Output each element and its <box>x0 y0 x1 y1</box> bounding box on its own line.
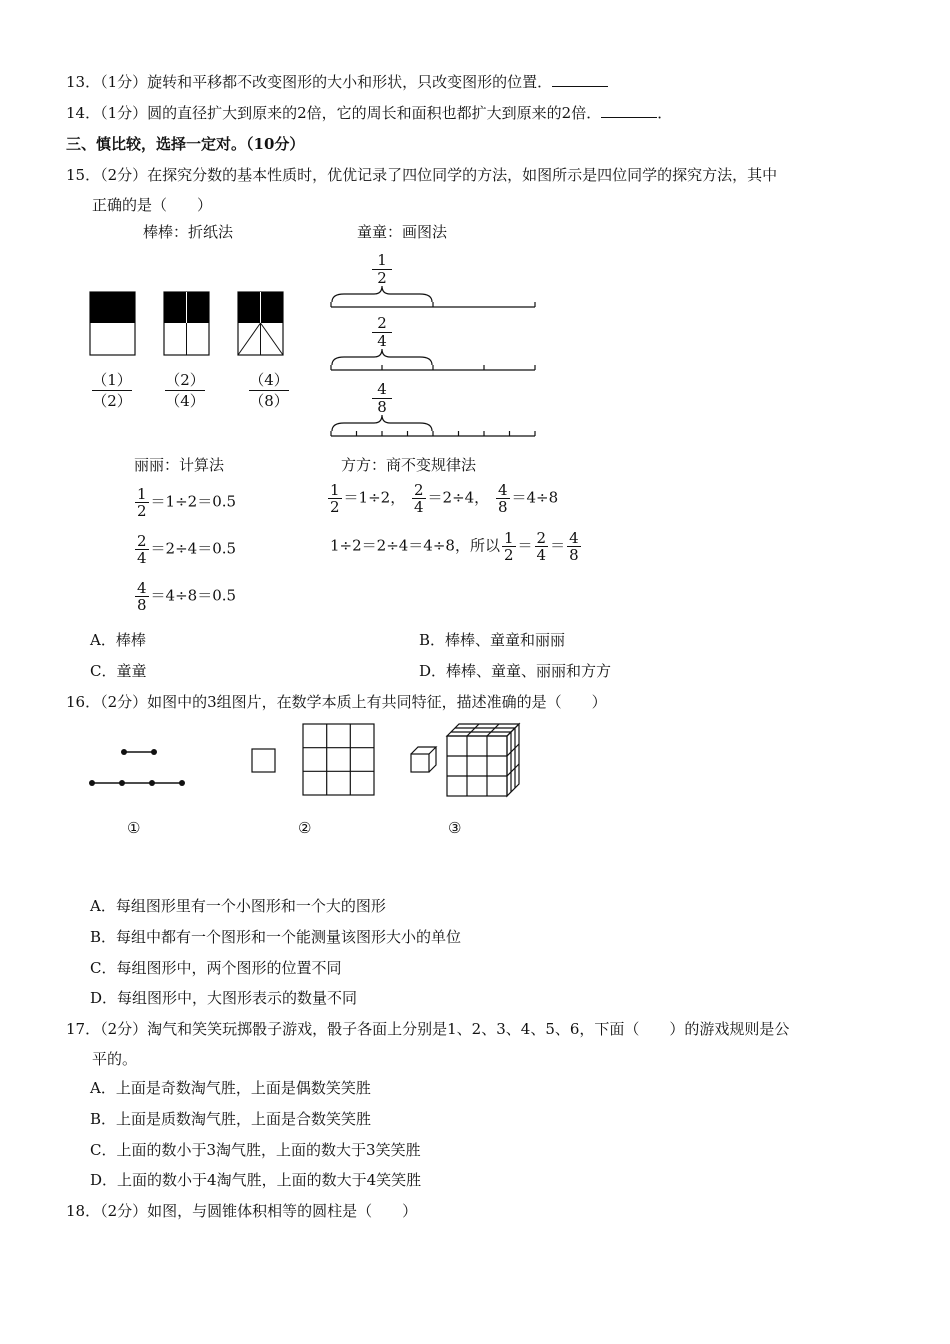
figure-group-1 <box>89 749 185 786</box>
option-b[interactable]: B．上面是质数淘气胜，上面是合数笑笑胜 <box>90 1110 372 1128</box>
folded-paper-2 <box>164 292 209 355</box>
question-score: （2分） <box>100 1202 148 1220</box>
fraction-denominator: 4 <box>137 549 147 567</box>
section-heading: 三、慎比较，选择一定对。（10分） <box>66 135 305 153</box>
question-number: 18． <box>66 1202 101 1220</box>
calculation-text: ＝1÷2＝0.5 <box>150 492 237 511</box>
question-16 <box>66 692 607 712</box>
fraction-numerator: 4 <box>137 579 147 597</box>
calculation-text: 1÷2＝2÷4＝4÷8，所以 <box>330 536 500 555</box>
folded-paper-1 <box>90 292 135 355</box>
fraction-numerator: 2 <box>372 315 392 333</box>
fraction-numerator: 1 <box>137 485 147 503</box>
equals-sign: ＝ <box>517 536 533 555</box>
fraction-numerator: 1 <box>330 481 340 499</box>
question-15-line2: 正确的是（ ） <box>92 196 213 214</box>
paper-fraction-2 <box>165 370 205 411</box>
fangfang-row-2 <box>330 530 583 563</box>
option-b[interactable]: B．每组中都有一个图形和一个能测量该图形大小的单位 <box>90 928 462 946</box>
question-number: 16． <box>66 693 101 711</box>
figure-label-1: ① <box>127 819 141 837</box>
fraction-denominator: 2 <box>330 498 340 516</box>
question-number: 17． <box>66 1020 101 1038</box>
equals-sign: ＝ <box>550 536 566 555</box>
fraction-numerator: 2 <box>137 532 147 550</box>
fraction-denominator: （4） <box>165 392 205 410</box>
folded-paper-3 <box>238 292 283 355</box>
fraction-denominator: 8 <box>569 546 579 564</box>
calculation-text: ＝2÷4， <box>427 488 490 507</box>
lili-row-1 <box>133 486 236 519</box>
fraction-numerator: （1） <box>92 371 132 389</box>
fraction-numerator: 2 <box>413 481 424 499</box>
caption-lili: 丽丽：计算法 <box>134 456 225 474</box>
question-13 <box>66 72 608 92</box>
question-15 <box>66 165 777 185</box>
fraction-denominator: （8） <box>249 392 289 410</box>
fraction-numerator: 1 <box>372 252 392 270</box>
question-text: 旋转和平移都不改变图形的大小和形状，只改变图形的位置． <box>147 73 553 91</box>
question-text: 如图中的3组图片，在数学本质上有共同特征，描述准确的是（ ） <box>147 693 607 711</box>
fraction-denominator: 2 <box>503 546 514 564</box>
line-fraction-1 <box>372 252 392 287</box>
unit-figures <box>85 718 535 800</box>
figure-label-3: ③ <box>448 819 462 837</box>
fraction-denominator: 8 <box>137 596 147 614</box>
question-score: （1分） <box>100 73 148 91</box>
calculation-text: ＝2÷4＝0.5 <box>150 539 237 558</box>
line-fraction-2 <box>372 315 392 350</box>
figure-group-2 <box>252 724 374 795</box>
question-number: 14． <box>66 104 101 122</box>
question-number: 15． <box>66 166 101 184</box>
question-score: （1分） <box>100 104 148 122</box>
fraction-numerator: 4 <box>569 529 579 547</box>
figure-group-3 <box>411 724 519 796</box>
option-d[interactable]: D．每组图形中，大图形表示的数量不同 <box>90 989 358 1007</box>
paper-folding-figure <box>86 288 296 360</box>
fraction-numerator: 1 <box>503 529 514 547</box>
fraction-numerator: 2 <box>536 529 547 547</box>
fraction-denominator: （2） <box>92 392 132 410</box>
question-14 <box>66 103 672 123</box>
fangfang-row-1 <box>326 482 558 515</box>
option-b[interactable]: B．棒棒、童童和丽丽 <box>419 631 566 649</box>
option-a[interactable]: A．每组图形里有一个小图形和一个大的图形 <box>90 897 386 915</box>
question-17 <box>66 1019 789 1039</box>
question-score: （2分） <box>100 1020 148 1038</box>
fraction-denominator: 4 <box>536 546 547 564</box>
lili-row-3 <box>133 580 236 613</box>
option-a[interactable]: A．上面是奇数淘气胜，上面是偶数笑笑胜 <box>90 1079 371 1097</box>
fraction-numerator: （2） <box>165 371 205 389</box>
fraction-denominator: 2 <box>137 502 147 520</box>
question-text: 圆的直径扩大到原来的2倍，它的周长和面积也都扩大到原来的2倍． <box>147 104 602 122</box>
calculation-text: ＝1÷2， <box>343 488 406 507</box>
fraction-numerator: 4 <box>372 381 392 399</box>
option-d[interactable]: D．棒棒、童童、丽丽和方方 <box>419 662 612 680</box>
caption-bangbang: 棒棒：折纸法 <box>143 223 234 241</box>
number-line-figure <box>326 250 541 445</box>
fraction-denominator: 8 <box>497 498 508 516</box>
line-fraction-3 <box>372 381 392 416</box>
fraction-denominator: 4 <box>377 332 387 350</box>
fraction-numerator: 4 <box>497 481 508 499</box>
fraction-denominator: 4 <box>413 498 424 516</box>
period: ． <box>657 104 673 122</box>
option-c[interactable]: C．童童 <box>90 662 147 680</box>
question-17-line2: 平的。 <box>92 1050 138 1068</box>
caption-fangfang: 方方：商不变规律法 <box>341 456 477 474</box>
question-score: （2分） <box>100 166 148 184</box>
question-number: 13． <box>66 73 101 91</box>
option-c[interactable]: C．上面的数小于3淘气胜，上面的数大于3笑笑胜 <box>90 1141 421 1159</box>
question-text: 如图，与圆锥体积相等的圆柱是（ ） <box>147 1202 418 1220</box>
option-a[interactable]: A．棒棒 <box>90 631 146 649</box>
paper-fraction-1 <box>92 370 132 411</box>
lili-row-2 <box>133 533 236 566</box>
answer-blank[interactable] <box>601 103 657 118</box>
paper-fraction-3 <box>249 370 289 411</box>
fraction-numerator: （4） <box>249 371 289 389</box>
calculation-text: ＝4÷8 <box>511 488 559 507</box>
calculation-text: ＝4÷8＝0.5 <box>150 586 237 605</box>
question-text: 在探究分数的基本性质时，优优记录了四位同学的方法，如图所示是四位同学的探究方法，其中 <box>147 166 778 184</box>
caption-tongtong: 童童：画图法 <box>357 223 448 241</box>
fraction-denominator: 8 <box>377 398 387 416</box>
question-text: 淘气和笑笑玩掷骰子游戏，骰子各面上分别是1、2、3、4、5、6，下面（ ）的游戏规则是公 <box>147 1020 790 1038</box>
question-18 <box>66 1201 417 1221</box>
option-d[interactable]: D．上面的数小于4淘气胜，上面的数大于4笑笑胜 <box>90 1171 422 1189</box>
option-c[interactable]: C．每组图形中，两个图形的位置不同 <box>90 959 342 977</box>
figure-label-2: ② <box>298 819 312 837</box>
fraction-denominator: 2 <box>377 269 387 287</box>
question-score: （2分） <box>100 693 148 711</box>
answer-blank[interactable] <box>552 72 608 87</box>
